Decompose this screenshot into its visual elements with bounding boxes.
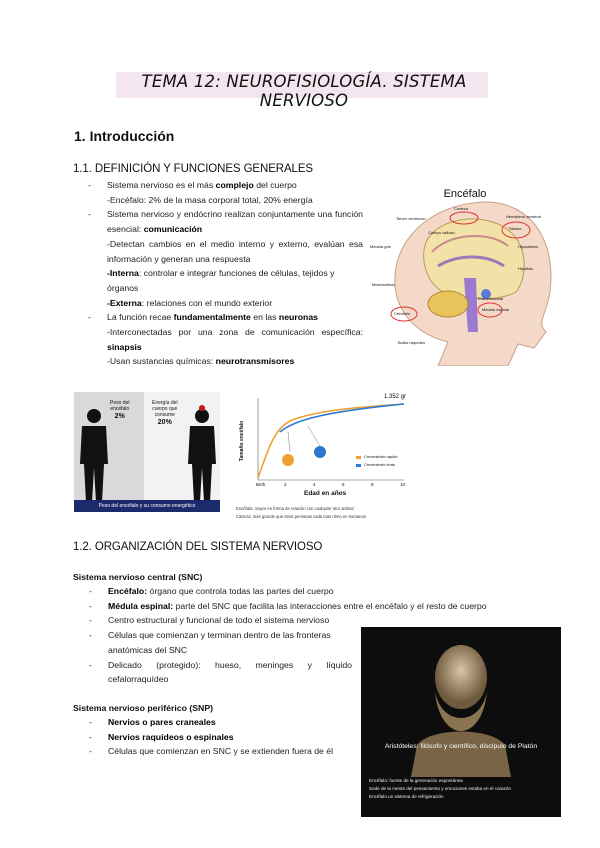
bullet-1-sub: -Encéfalo: 2% de la masa corporal total, 20% energía (107, 194, 313, 205)
bullet-2: - Sistema nervioso y endócrino realizan conjuntamente una función esencial: comunicación (88, 209, 363, 235)
growth-chart-legend-1: Crecimiento lento (364, 462, 396, 467)
brain-label-5: Hipófisis (518, 266, 534, 271)
section-heading-1: 1. Introducción (74, 128, 175, 144)
xtick-1: 2 (284, 482, 287, 487)
silhouette-caption: Peso del encéfalo y su consumo energético (74, 500, 220, 512)
section-heading-1-1: 1.1. DEFINICIÓN Y FUNCIONES GENERALES (73, 163, 313, 175)
brain-figure-title: Encéfalo (443, 188, 487, 200)
brain-label-9: Bulbo raquídeo (398, 340, 426, 345)
brain-label-1: Tercer ventrículo (396, 216, 426, 221)
brain-label-7: Protuberancia (478, 296, 503, 301)
bullet-1: - Sistema nervioso es el más complejo del cuerpo (88, 180, 297, 190)
snp-list (89, 715, 360, 759)
aristotle-note-2: Sede de la mente del pensamiento y emociones estaba en el corazón (369, 786, 511, 791)
xtick-2: 4 (313, 482, 316, 487)
growth-chart-xlabel: Edad en años (304, 490, 347, 497)
aristotle-figure (361, 627, 561, 817)
brain-label-3: Médula gris (370, 244, 391, 249)
bullet-2-sub-1: -Detectan cambios en el medio interno y externo, evalúan esa información y generan una respuesta (107, 238, 363, 264)
snc-title: Sistema nervioso central (SNC) (73, 572, 203, 582)
snp-item-3: - Células que comienzan en SNC y se extienden fuera de él (89, 746, 334, 757)
growth-chart-legend-0: Crecimiento rápido (364, 454, 398, 459)
left-silhouette-label: Peso del encéfalo 2% (110, 400, 130, 420)
snc-item-5: - Delicado (protegido): hueso, meninges y líquido cefalorraquídeo (89, 659, 352, 685)
snc-item-3: - Centro estructural y funcional de todo el sistema nervioso (89, 615, 330, 626)
brain-label-6: Mesencéfalo (372, 282, 395, 287)
brain-label-2: Hemisferio cerebral (506, 214, 541, 219)
definition-block (88, 178, 363, 369)
growth-chart-value: 1.352 gr (384, 394, 407, 400)
bullet-3: - La función recae fundamentalmente en las neuronas (88, 312, 319, 323)
growth-chart-caption-1: Encéfalo: mayor en forma de relación con cualquier otro animal (236, 506, 354, 511)
bullet-3-sub-1: -Interconectadas por una zona de comunicación específica: sinapsis (107, 327, 363, 352)
brain-label-12: Cuerpo calloso (428, 230, 455, 235)
xtick-0: Birth (256, 482, 266, 487)
section-heading-1-2: 1.2. ORGANIZACIÓN DEL SISTEMA NERVIOSO (73, 541, 323, 553)
growth-chart (234, 390, 420, 524)
brain-label-10: Médula espinal (482, 307, 509, 312)
aristotle-caption: Aristóteles: filósofo y científico, discípulo de Platón (384, 743, 538, 750)
aristotle-notes (369, 777, 559, 801)
bullet-2-sub-2: -Interna: controlar e integrar funciones de células, tejidos y órganos (107, 268, 335, 293)
snp-item-1: - Nervios o pares craneales (89, 717, 216, 727)
xtick-5: 10 (400, 482, 406, 487)
right-silhouette-label: Energía del cuerpo que consume 20% (152, 400, 178, 426)
xtick-3: 6 (342, 482, 345, 487)
brain-label-11: Tálamo (508, 226, 522, 231)
snc-item-1: - Encéfalo: órgano que controla todas las partes del cuerpo (89, 586, 334, 596)
snp-item-2: - Nervios raquídeos o espinales (89, 731, 234, 742)
aristotle-note-1: Encéfalo: fuente de la generación espontánea (369, 778, 463, 783)
growth-chart-caption-2: Cabeza: más grande que otras personas cada más ritmo en humanos (236, 514, 366, 519)
silhouette-figure (74, 392, 220, 512)
page-title: TEMA 12: NEUROFISIOLOGÍA. SISTEMA NERVIOSO (141, 72, 467, 110)
brain-label-4: Hipotálamo (518, 244, 539, 249)
bullet-2-sub-3: -Externa: relaciones con el mundo exterior (107, 297, 273, 308)
growth-chart-ylabel: Tamaño encéfalo (239, 420, 246, 462)
human-silhouettes (74, 392, 220, 512)
snc-item-2: - Médula espinal: parte del SNC que facilita las interacciones entre el encéfalo y el resto de cuerpo (89, 600, 487, 611)
bullet-3-sub-2: -Usan sustancias químicas: neurotransmisores (107, 356, 295, 367)
brain-figure (368, 182, 562, 366)
snc-item-4: - Células que comienzan y terminan dentro de las fronteras anatómicas del SNC (89, 630, 331, 655)
xtick-4: 8 (371, 482, 374, 487)
aristotle-note-3: Encéfalo un sistema de refrigeración (369, 794, 444, 799)
brain-label-0: Corteza (454, 206, 469, 211)
brain-label-8: Cerebelo (394, 311, 411, 316)
snp-title: Sistema nervioso periférico (SNP) (73, 703, 214, 713)
